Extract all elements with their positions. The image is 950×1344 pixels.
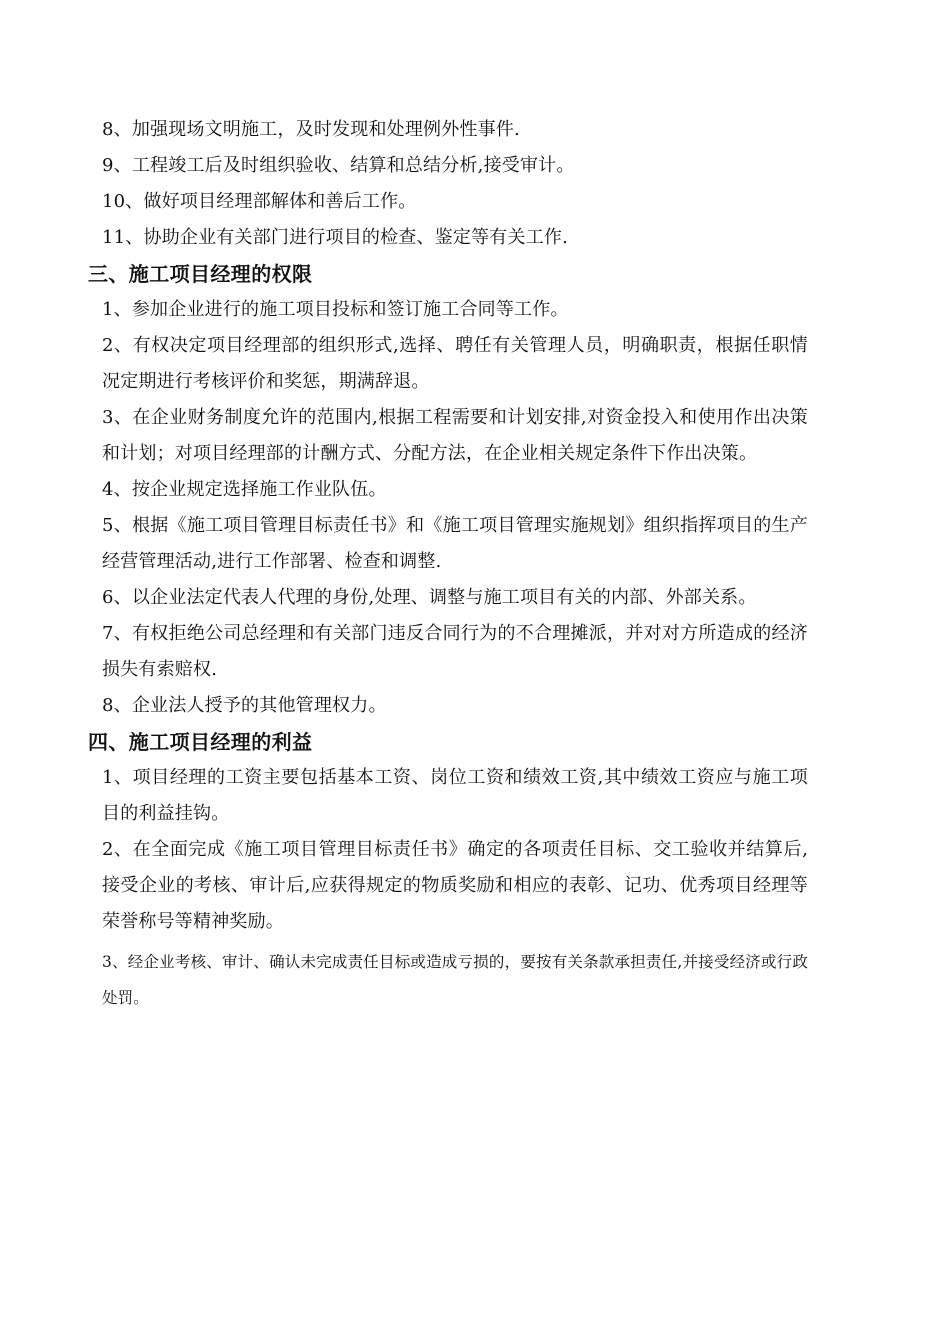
list-item: 9、工程竣工后及时组织验收、结算和总结分析,接受审计。 [102,155,575,176]
list-item: 6、以企业法定代表人代理的身份,处理、调整与施工项目有关的内部、外部关系。 [102,587,757,608]
list-item: 5、根据《施工项目管理目标责任书》和《施工项目管理实施规划》组织指挥项目的生产经营管理活动,进行工作部署、检查和调整. [102,515,808,572]
list-item: 8、加强现场文明施工，及时发现和处理例外性事件. [102,119,520,140]
section-heading: 四、施工项目经理的利益 [88,730,313,754]
list-item: 8、企业法人授予的其他管理权力。 [102,695,387,716]
list-item: 11、协助企业有关部门进行项目的检查、鉴定等有关工作. [102,227,569,248]
list-item: 3、经企业考核、审计、确认未完成责任目标或造成亏损的，要按有关条款承担责任,并接受经济或行政处罚。 [102,953,808,1007]
list-item: 7、有权拒绝公司总经理和有关部门违反合同行为的不合理摊派，并对对方所造成的经济损失有索赔权. [102,623,808,680]
list-item: 1、项目经理的工资主要包括基本工资、岗位工资和绩效工资,其中绩效工资应与施工项目的利益挂钩。 [102,767,808,824]
list-item: 2、在全面完成《施工项目管理目标责任书》确定的各项责任目标、交工验收并结算后,接受企业的考核、审计后,应获得规定的物质奖励和相应的表彰、记功、优秀项目经理等荣誉称号等精神奖励。 [102,839,808,932]
list-item: 4、按企业规定选择施工作业队伍。 [102,479,387,500]
document-page [88,112,808,1016]
list-item: 1、参加企业进行的施工项目投标和签订施工合同等工作。 [102,299,569,320]
list-item: 3、在企业财务制度允许的范围内,根据工程需要和计划安排,对资金投入和使用作出决策和计划；对项目经理部的计酬方式、分配方法，在企业相关规定条件下作出决策。 [102,407,808,464]
list-item: 10、做好项目经理部解体和善后工作。 [102,191,417,212]
list-item: 2、有权决定项目经理部的组织形式,选择、聘任有关管理人员，明确职责，根据任职情况定期进行考核评价和奖惩，期满辞退。 [102,335,808,392]
section-heading: 三、施工项目经理的权限 [88,262,313,286]
